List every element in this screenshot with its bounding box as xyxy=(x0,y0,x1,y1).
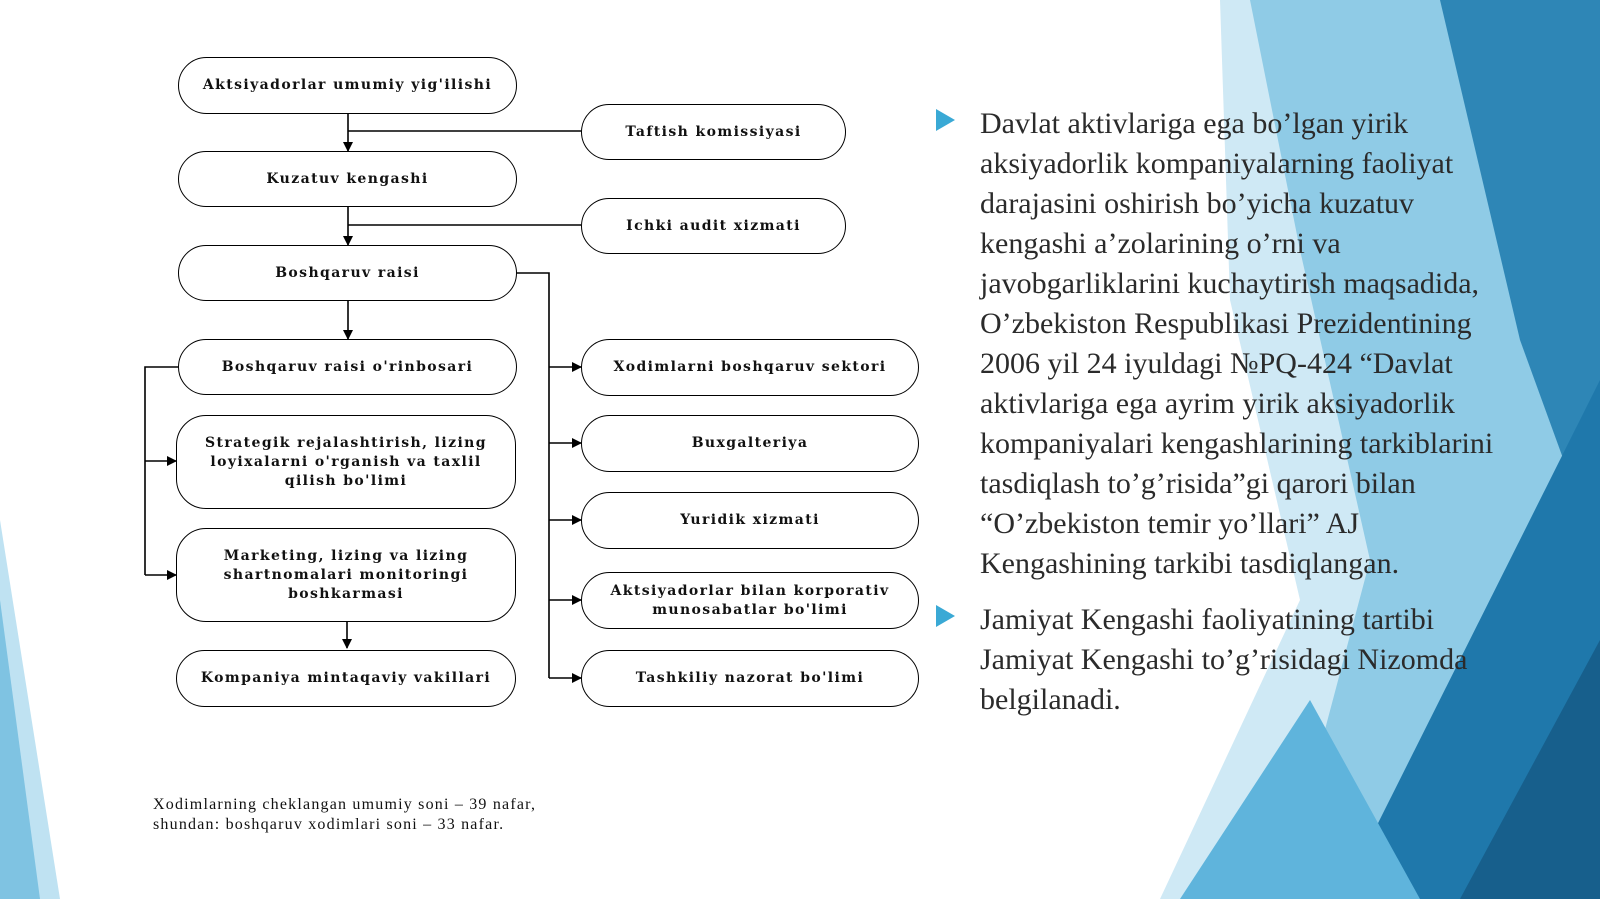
connector-line xyxy=(145,367,178,575)
bullet-item xyxy=(936,104,1496,584)
staff-count-note xyxy=(153,795,673,835)
box-accounting: Buxgalteriya xyxy=(581,415,919,472)
box-shareholders-meeting: Aktsiyadorlar umumiy yig'ilishi xyxy=(178,57,517,114)
box-regional-representatives: Kompaniya mintaqaviy vakillari xyxy=(176,650,516,707)
connector-line xyxy=(517,273,549,678)
bullet-list xyxy=(936,104,1496,720)
staff-count-line: shundan: boshqaruv xodimlari soni – 33 nafar. xyxy=(153,816,505,833)
box-deputy-chairman: Boshqaruv raisi o'rinbosari xyxy=(178,339,517,395)
bullet-text: Davlat aktivlariga ega bo’lgan yirik aksiyadorlik kompaniyalarning faoliyat darajasini oshirish bo’yicha kuzatuv kengashi a’zolarining o’rni va javobgarliklarini kuchaytirish maqsadida, O’zbekiston Respublikasi Prezidentining 2006 yil 24 iyuldagi №PQ-424 “Davlat aktivlariga ega ayrim yirik aksiyadorlik kompaniyalari kengashlarining tarkiblarini tasdiqlash to’g’risida”gi qarori bilan “O’zbekiston temir yo’llari” AJ Kengashining tarkibi tasdiqlangan. xyxy=(980,107,1494,580)
triangle-bullet-icon xyxy=(936,605,955,627)
box-chairman: Boshqaruv raisi xyxy=(178,245,517,301)
box-audit-commission: Taftish komissiyasi xyxy=(581,104,846,160)
triangle-bullet-icon xyxy=(936,109,955,131)
box-strategic-planning: Strategik rejalashtirish, lizing loyixalarni o'rganish va taxlil qilish bo'limi xyxy=(176,415,516,509)
box-shareholder-relations: Aktsiyadorlar bilan korporativ munosabatlar bo'limi xyxy=(581,572,919,629)
bullet-item xyxy=(936,600,1496,720)
staff-count-line: Xodimlarning cheklangan umumiy soni – 39 nafar, xyxy=(153,796,537,813)
box-marketing: Marketing, lizing va lizing shartnomalari monitoringi boshkarmasi xyxy=(176,528,516,622)
box-legal-service: Yuridik xizmati xyxy=(581,492,919,549)
box-hr-sector: Xodimlarni boshqaruv sektori xyxy=(581,339,919,396)
box-internal-audit: Ichki audit xizmati xyxy=(581,198,846,254)
box-organizational-control: Tashkiliy nazorat bo'limi xyxy=(581,650,919,707)
box-supervisory-board: Kuzatuv kengashi xyxy=(178,151,517,207)
bullet-text: Jamiyat Kengashi faoliyatining tartibi Jamiyat Kengashi to’g’risidagi Nizomda belgilanadi. xyxy=(980,603,1468,716)
